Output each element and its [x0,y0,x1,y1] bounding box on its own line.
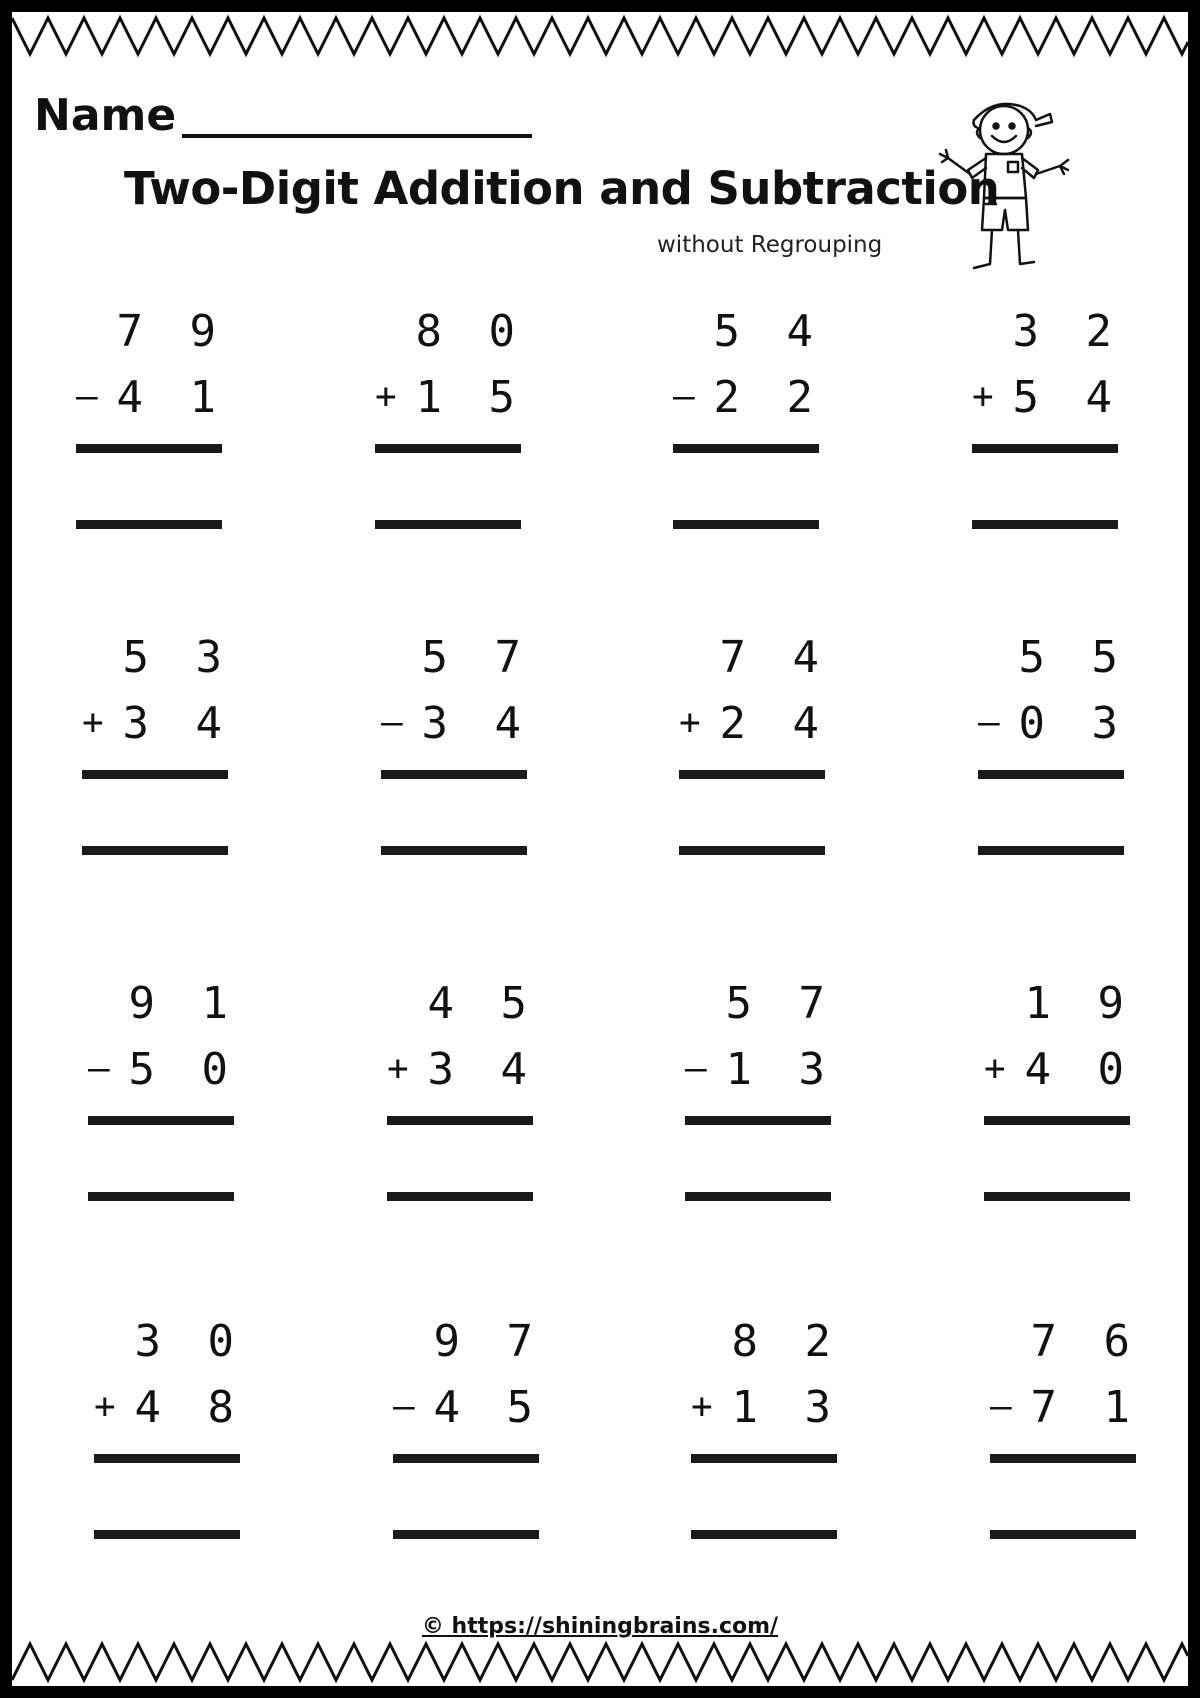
sum-line [679,770,825,779]
top-number: 9 7 [433,1316,543,1367]
bottom-number: 2 2 [713,372,823,423]
bottom-number: 0 3 [1018,698,1128,749]
top-number: 7 4 [719,632,829,683]
bottom-number: 5 4 [1012,372,1122,423]
operator: – [393,1386,415,1427]
operator: – [88,1048,110,1089]
problem-6 [381,632,541,862]
operator: – [990,1386,1012,1427]
sum-line [990,1454,1136,1463]
answer-line[interactable] [691,1530,837,1539]
answer-line[interactable] [978,846,1124,855]
bottom-number: 4 8 [134,1382,244,1433]
operator: – [685,1048,707,1089]
answer-line[interactable] [88,1192,234,1201]
bottom-number: 3 4 [427,1044,537,1095]
bottom-number: 2 4 [719,698,829,749]
answer-line[interactable] [94,1530,240,1539]
operator: – [76,376,98,417]
top-number: 8 2 [731,1316,841,1367]
zigzag-border-top [12,12,1188,60]
answer-line[interactable] [393,1530,539,1539]
sum-line [691,1454,837,1463]
bottom-number: 7 1 [1030,1382,1140,1433]
problem-10 [387,978,547,1208]
worksheet-title: Two-Digit Addition and Subtraction [124,162,1000,215]
sum-line [82,770,228,779]
bottom-number: 4 1 [116,372,226,423]
top-number: 5 5 [1018,632,1128,683]
operator: + [972,376,994,417]
top-number: 3 0 [134,1316,244,1367]
problem-15 [691,1316,851,1546]
top-number: 5 7 [725,978,835,1029]
name-field-line[interactable] [182,134,532,138]
operator: – [978,702,1000,743]
top-number: 1 9 [1024,978,1134,1029]
operator: – [673,376,695,417]
sum-line [673,444,819,453]
sum-line [387,1116,533,1125]
copyright-link[interactable]: © https://shiningbrains.com/ [421,1614,779,1639]
problem-12 [984,978,1144,1208]
problem-3 [673,306,833,536]
sum-line [685,1116,831,1125]
top-number: 7 9 [116,306,226,357]
problem-1 [76,306,236,536]
answer-line[interactable] [375,520,521,529]
problem-2 [375,306,535,536]
name-label: Name [34,90,177,141]
sum-line [88,1116,234,1125]
operator: + [679,702,701,743]
answer-line[interactable] [673,520,819,529]
problem-11 [685,978,845,1208]
sum-line [94,1454,240,1463]
bottom-number: 1 3 [725,1044,835,1095]
answer-line[interactable] [381,846,527,855]
operator: + [375,376,397,417]
top-number: 9 1 [128,978,238,1029]
bottom-number: 5 0 [128,1044,238,1095]
stick-figure-kid-icon [934,92,1084,282]
sum-line [393,1454,539,1463]
worksheet-page [12,12,1188,1686]
top-number: 5 4 [713,306,823,357]
top-number: 3 2 [1012,306,1122,357]
top-number: 7 6 [1030,1316,1140,1367]
operator: + [984,1048,1006,1089]
worksheet-subtitle: without Regrouping [657,232,883,258]
bottom-number: 3 4 [421,698,531,749]
problem-5 [82,632,242,862]
problem-9 [88,978,248,1208]
answer-line[interactable] [387,1192,533,1201]
bottom-number: 1 3 [731,1382,841,1433]
operator: + [387,1048,409,1089]
operator: – [381,702,403,743]
answer-line[interactable] [76,520,222,529]
sum-line [375,444,521,453]
answer-line[interactable] [972,520,1118,529]
top-number: 5 7 [421,632,531,683]
bottom-number: 1 5 [415,372,525,423]
top-number: 5 3 [122,632,232,683]
answer-line[interactable] [984,1192,1130,1201]
sum-line [381,770,527,779]
answer-line[interactable] [990,1530,1136,1539]
answer-line[interactable] [82,846,228,855]
problem-14 [393,1316,553,1546]
problem-16 [990,1316,1150,1546]
operator: + [82,702,104,743]
zigzag-border-bottom [12,1638,1188,1686]
sum-line [978,770,1124,779]
answer-line[interactable] [679,846,825,855]
operator: + [94,1386,116,1427]
sum-line [76,444,222,453]
answer-line[interactable] [685,1192,831,1201]
problem-7 [679,632,839,862]
bottom-number: 4 5 [433,1382,543,1433]
problem-8 [978,632,1138,862]
problem-13 [94,1316,254,1546]
bottom-number: 3 4 [122,698,232,749]
bottom-number: 4 0 [1024,1044,1134,1095]
sum-line [984,1116,1130,1125]
top-number: 4 5 [427,978,537,1029]
sum-line [972,444,1118,453]
top-number: 8 0 [415,306,525,357]
operator: + [691,1386,713,1427]
problem-4 [972,306,1132,536]
